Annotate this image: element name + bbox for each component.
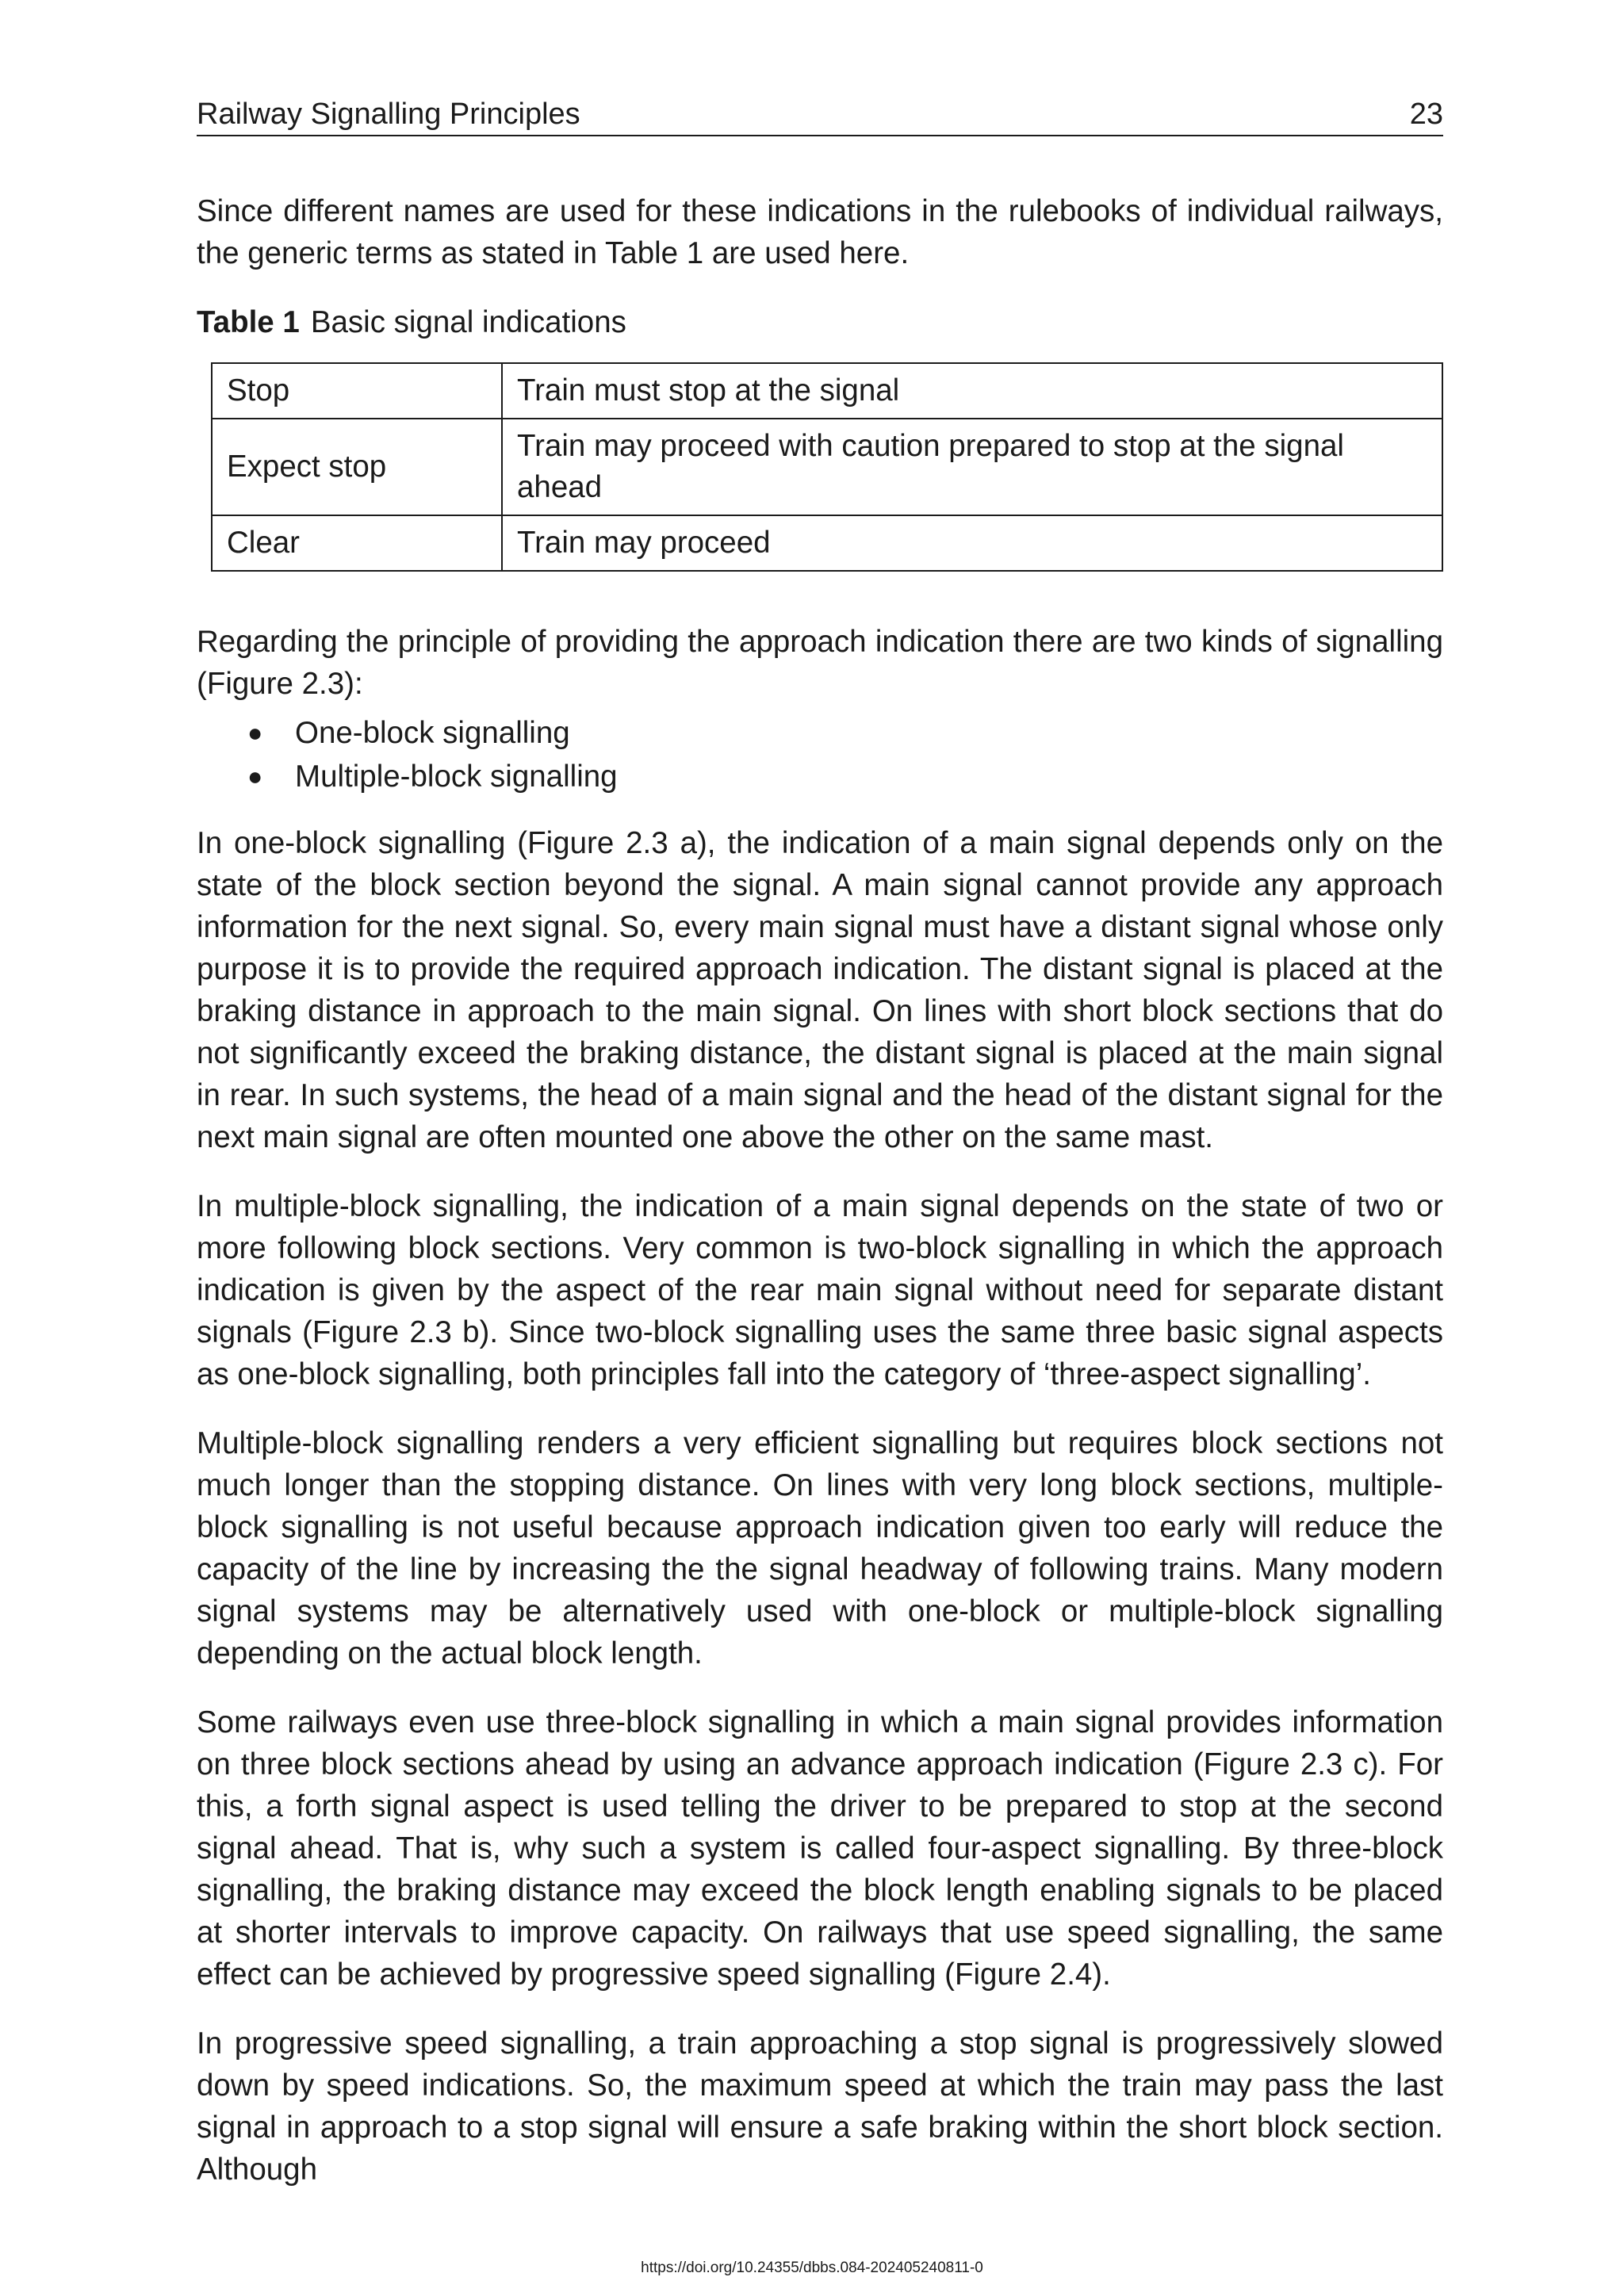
list-item [197, 711, 1443, 755]
table-cell-meaning: Train must stop at the signal [502, 363, 1442, 419]
body-paragraph: In progressive speed signalling, a train approaching a stop signal is progressively slowed down by speed indications. So, the maximum speed at which the train may pass the last signal in approach to a stop signal will ensure a safe braking within the short block section. Although [197, 2026, 1443, 2187]
intro-paragraph: Since different names are used for these indications in the rulebooks of individual railways, the generic terms as stated in Table 1 are used here. [197, 194, 1443, 270]
list-item-text: Multiple-block signalling [295, 760, 618, 794]
table-cell-term: Clear [212, 515, 502, 571]
table-caption [197, 301, 1443, 343]
list-item-text: One-block signalling [295, 716, 570, 750]
running-header [197, 94, 1443, 136]
table-cell-term: Expect stop [212, 419, 502, 515]
table-cell-meaning: Train may proceed with caution prepared to stop at the signal ahead [502, 419, 1442, 515]
list-item [197, 755, 1443, 798]
bullet-icon: ● [247, 718, 263, 747]
bullet-icon: ● [247, 762, 263, 790]
running-title: Railway Signalling Principles [197, 98, 580, 131]
signal-indications-table [211, 362, 1443, 572]
page-body [197, 190, 1443, 2191]
body-paragraph: Multiple-block signalling renders a very efficient signalling but requires block sections not much longer than the stopping distance. On lines with very long block sections, multiple-block signalling is not useful because approach indication given too early will reduce the capacity of the line by increasing the the signal headway of following trains. Many modern signal systems may be alternatively used with one-block or multiple-block signalling depending on the actual block length. [197, 1426, 1443, 1670]
doi-footer: https://doi.org/10.24355/dbbs.084-202405240811-0 [641, 2260, 983, 2276]
page-number: 23 [1409, 98, 1443, 131]
table-label: Table 1 [197, 305, 300, 339]
table-row [212, 363, 1442, 419]
table-row [212, 515, 1442, 571]
kinds-intro-paragraph: Regarding the principle of providing the approach indication there are two kinds of signalling (Figure 2.3): [197, 625, 1443, 701]
body-paragraph: Some railways even use three-block signalling in which a main signal provides information on three block sections ahead by using an advance approach indication (Figure 2.3 c). For this, a forth signal aspect is used telling the driver to be prepared to stop at the second signal ahead. That is, why such a system is called four-aspect signalling. By three-block signalling, the braking distance may exceed the block length enabling signals to be placed at shorter intervals to improve capacity. On railways that use speed signalling, the same effect can be achieved by progressive speed signalling (Figure 2.4). [197, 1705, 1443, 1992]
body-paragraph: In multiple-block signalling, the indication of a main signal depends on the state of two or more following block sections. Very common is two-block signalling in which the approach indication is given by the aspect of the rear main signal without need for separate distant signals (Figure 2.3 b). Since two-block signalling uses the same three basic signal aspects as one-block signalling, both principles fall into the category of ‘three-aspect signalling’. [197, 1189, 1443, 1391]
table-caption-text: Basic signal indications [310, 305, 626, 339]
table-cell-term: Stop [212, 363, 502, 419]
table-row [212, 419, 1442, 515]
table-cell-meaning: Train may proceed [502, 515, 1442, 571]
body-paragraph: In one-block signalling (Figure 2.3 a), the indication of a main signal depends only on the state of the block section beyond the signal. A main signal cannot provide any approach information for the next signal. So, every main signal must have a distant signal whose only purpose it is to provide the required approach indication. The distant signal is placed at the braking distance in approach to the main signal. On lines with short block sections that do not significantly exceed the braking distance, the distant signal is placed at the main signal in rear. In such systems, the head of a main signal and the head of the distant signal for the next main signal are often mounted one above the other on the same mast. [197, 826, 1443, 1154]
signalling-kinds-list [197, 711, 1443, 798]
